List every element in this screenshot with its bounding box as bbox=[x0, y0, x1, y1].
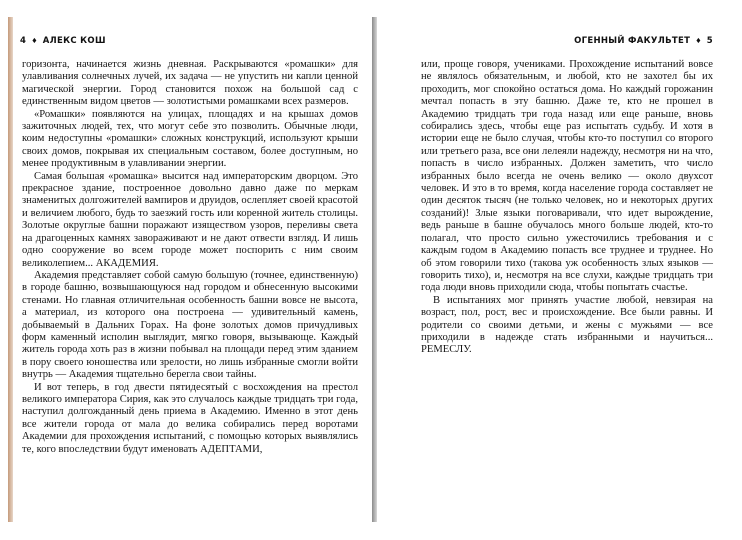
header-separator-icon: ♦ bbox=[695, 37, 702, 45]
book-title: ОГЕННЫЙ ФАКУЛЬТЕТ bbox=[574, 36, 691, 46]
left-page-number: 4 bbox=[20, 36, 27, 46]
header-separator-icon: ♦ bbox=[31, 37, 38, 45]
paragraph: И вот теперь, в год двести пятидесятый с восхождения на престол великого императора Сирия, как это случалось каждые тридцать три года, наступил долгожданный день приема в Академию. Именно в этот день все жители города от мала до велика собирались перед воротами Академии для прохождения испытаний, с помощью которых выявлялись те, кого впоследствии будут именовать АДЕПТАМИ, bbox=[22, 381, 358, 455]
paragraph: «Ромашки» появляются на улицах, площадях и на крышах домов зажиточных людей, тех, что могут себе это позволить. Обычные люди, коим недоступны «ромашки» сложных конструкций, используют крыши своих домов, покрывая их специальным составом, более доступным, но менее продуктивным в улавливании энергии. bbox=[22, 108, 358, 170]
left-running-header bbox=[20, 35, 106, 47]
paragraph: Академия представляет собой самую большую (точнее, единственную) в городе башню, возвышающуюся над городом и обнесенную высокими стенами. Но главная отличительная особенность башни вовсе не высота, а материал, из которого она построена — удивительный камень, добываемый в Дальних Горах. На фоне золотых домов причудливых форм каменный исполин выглядит, мягко говоря, вызывающе. Каждый житель города хоть раз в жизни побывал на площади перед этим зданием в пору своего юношества или зрелости, но лишь избранные смогли войти внутрь — Академия тщательно берегла свои тайны. bbox=[22, 269, 358, 381]
page-edge bbox=[8, 17, 13, 522]
right-page bbox=[377, 17, 729, 522]
right-running-header bbox=[574, 35, 713, 47]
paragraph: горизонта, начинается жизнь дневная. Раскрываются «ромашки» для улавливания солнечных лучей, их задача — не упустить ни капли ценной магической энергии. Город становится похож на большой сад с единственным видом цветов — золотистыми ромашками всех размеров. bbox=[22, 59, 358, 108]
paragraph: Самая большая «ромашка» высится над императорским дворцом. Это прекрасное здание, построенное довольно давно даже по меркам знаменитых долгожителей вампиров и друидов, ослепляет своей красотой и величием любого, будь то заезжий гость или коренной житель столицы. Золотые округлые башни поражают изяществом узоров, переливы света на драгоценных камнях завораживают и не дают отвести взгляд. И лишь одно сооружение во всем городе может поспорить с ним своим великолепием... АКАДЕМИЯ. bbox=[22, 170, 358, 269]
left-page bbox=[8, 17, 374, 522]
left-page-body bbox=[22, 59, 358, 456]
paragraph: В испытаниях мог принять участие любой, невзирая на возраст, пол, рост, вес и происхождение. Все были равны. И родители со своими детьми, и жены с мужьями — все приходили в надежде стать избранными и научиться... РЕМЕСЛУ. bbox=[421, 294, 713, 356]
right-page-number: 5 bbox=[706, 36, 713, 46]
right-page-body bbox=[421, 59, 713, 357]
book-author: АЛЕКС КОШ bbox=[42, 36, 106, 46]
paragraph: или, проще говоря, учениками. Прохождение испытаний вовсе не являлось обязательным, и любой, кто не захотел бы их проходить, мог спокойно остаться дома. Но каждый горожанин мечтал попасть в эту башню. Даже те, кто не прошел в Академию тридцать три года назад или еще раньше, вновь собирались здесь, чтобы еще раз испытать судьбу. И хотя в истории еще не было случая, чтобы кто-то поступил со второго или третьего раза, все они лелеяли надежду, несмотря ни на что, попасть в число избранных. Должен заметить, что число избранных было всегда не очень велико — около двухсот человек. И это в то время, когда население города составляет не один десяток тысяч (не только человек, но и некоторых других созданий)! Злые языки поговаривали, что идет вырождение, ведь раньше в башне обучалось много больше людей, кто-то полагал, что просто сильно ужесточились требования и с каждым годом в Академию попасть все труднее и труднее. Но об этом говорили тихо (такова уж особенность злых языков — говорить тихо), и, несмотря на все слухи, каждые тридцать три года люди вновь приходили сюда, чтобы попытать счастье. bbox=[421, 59, 713, 294]
